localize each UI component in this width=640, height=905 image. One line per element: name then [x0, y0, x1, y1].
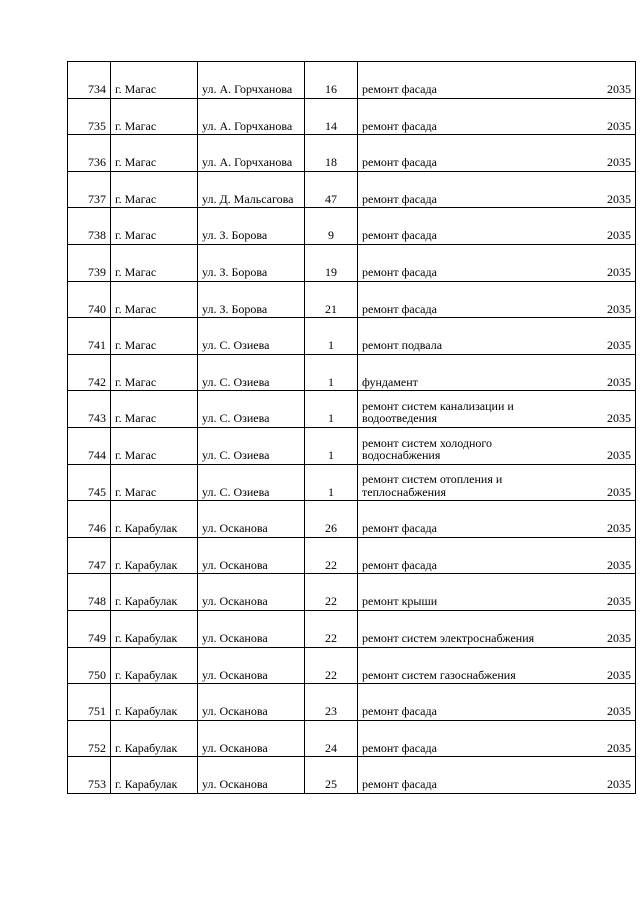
house-number-cell: 18: [305, 135, 358, 172]
work-type-cell: фундамент: [358, 354, 570, 391]
year-cell: 2035: [570, 427, 636, 464]
city-cell: г. Магас: [111, 62, 198, 99]
work-type-cell: ремонт фасада: [358, 281, 570, 318]
street-cell: ул. Осканова: [198, 647, 305, 684]
table-row: [68, 98, 636, 135]
house-number-cell: 22: [305, 610, 358, 647]
work-type-cell: ремонт фасада: [358, 757, 570, 794]
city-cell: г. Карабулак: [111, 610, 198, 647]
house-number-cell: 14: [305, 98, 358, 135]
row-number-cell: 748: [68, 574, 111, 611]
table-row: [68, 720, 636, 757]
year-cell: 2035: [570, 98, 636, 135]
row-number-cell: 742: [68, 354, 111, 391]
work-type-cell: ремонт фасада: [358, 501, 570, 538]
row-number-cell: 734: [68, 62, 111, 99]
city-cell: г. Карабулак: [111, 720, 198, 757]
row-number-cell: 749: [68, 610, 111, 647]
city-cell: г. Магас: [111, 354, 198, 391]
table-row: [68, 501, 636, 538]
row-number-cell: 739: [68, 244, 111, 281]
row-number-cell: 735: [68, 98, 111, 135]
city-cell: г. Карабулак: [111, 501, 198, 538]
row-number-cell: 740: [68, 281, 111, 318]
city-cell: г. Карабулак: [111, 647, 198, 684]
house-number-cell: 16: [305, 62, 358, 99]
work-type-cell: ремонт фасада: [358, 62, 570, 99]
house-number-cell: 1: [305, 464, 358, 501]
city-cell: г. Магас: [111, 171, 198, 208]
house-number-cell: 25: [305, 757, 358, 794]
row-number-cell: 744: [68, 427, 111, 464]
table-row: [68, 135, 636, 172]
year-cell: 2035: [570, 720, 636, 757]
table-row: [68, 757, 636, 794]
city-cell: г. Магас: [111, 208, 198, 245]
house-number-cell: 23: [305, 684, 358, 721]
house-number-cell: 19: [305, 244, 358, 281]
work-type-cell: ремонт фасада: [358, 244, 570, 281]
row-number-cell: 737: [68, 171, 111, 208]
table-row: [68, 171, 636, 208]
street-cell: ул. С. Озиева: [198, 464, 305, 501]
work-type-cell: ремонт подвала: [358, 318, 570, 355]
street-cell: ул. З. Борова: [198, 244, 305, 281]
table-row: [68, 574, 636, 611]
house-number-cell: 9: [305, 208, 358, 245]
street-cell: ул. Осканова: [198, 501, 305, 538]
city-cell: г. Магас: [111, 464, 198, 501]
city-cell: г. Карабулак: [111, 574, 198, 611]
work-type-cell: ремонт крыши: [358, 574, 570, 611]
table-row: [68, 610, 636, 647]
table-row: [68, 244, 636, 281]
year-cell: 2035: [570, 574, 636, 611]
street-cell: ул. Д. Мальсагова: [198, 171, 305, 208]
year-cell: 2035: [570, 135, 636, 172]
city-cell: г. Карабулак: [111, 757, 198, 794]
house-number-cell: 1: [305, 354, 358, 391]
house-number-cell: 47: [305, 171, 358, 208]
row-number-cell: 747: [68, 537, 111, 574]
year-cell: 2035: [570, 354, 636, 391]
table-row: [68, 427, 636, 464]
row-number-cell: 741: [68, 318, 111, 355]
house-number-cell: 1: [305, 427, 358, 464]
table-row: [68, 62, 636, 99]
row-number-cell: 745: [68, 464, 111, 501]
house-number-cell: 22: [305, 537, 358, 574]
house-number-cell: 22: [305, 647, 358, 684]
year-cell: 2035: [570, 62, 636, 99]
street-cell: ул. С. Озиева: [198, 391, 305, 428]
house-number-cell: 24: [305, 720, 358, 757]
house-number-cell: 1: [305, 318, 358, 355]
table-row: [68, 281, 636, 318]
city-cell: г. Магас: [111, 318, 198, 355]
year-cell: 2035: [570, 757, 636, 794]
year-cell: 2035: [570, 244, 636, 281]
city-cell: г. Магас: [111, 391, 198, 428]
work-type-cell: ремонт систем электроснабжения: [358, 610, 570, 647]
work-type-cell: ремонт систем холодного водоснабжения: [358, 427, 570, 464]
row-number-cell: 750: [68, 647, 111, 684]
table-body: [68, 62, 636, 794]
table-row: [68, 208, 636, 245]
table-row: [68, 464, 636, 501]
year-cell: 2035: [570, 501, 636, 538]
street-cell: ул. Осканова: [198, 574, 305, 611]
house-number-cell: 26: [305, 501, 358, 538]
work-type-cell: ремонт фасада: [358, 208, 570, 245]
street-cell: ул. А. Горчханова: [198, 98, 305, 135]
house-number-cell: 1: [305, 391, 358, 428]
repair-schedule-table: [67, 61, 636, 794]
year-cell: 2035: [570, 537, 636, 574]
table-row: [68, 537, 636, 574]
street-cell: ул. З. Борова: [198, 208, 305, 245]
street-cell: ул. А. Горчханова: [198, 135, 305, 172]
work-type-cell: ремонт фасада: [358, 98, 570, 135]
city-cell: г. Карабулак: [111, 684, 198, 721]
table-row: [68, 647, 636, 684]
year-cell: 2035: [570, 684, 636, 721]
work-type-cell: ремонт фасада: [358, 171, 570, 208]
table-row: [68, 684, 636, 721]
year-cell: 2035: [570, 208, 636, 245]
table-row: [68, 318, 636, 355]
street-cell: ул. Осканова: [198, 757, 305, 794]
year-cell: 2035: [570, 318, 636, 355]
street-cell: ул. Осканова: [198, 610, 305, 647]
year-cell: 2035: [570, 391, 636, 428]
table-row: [68, 391, 636, 428]
street-cell: ул. Осканова: [198, 537, 305, 574]
year-cell: 2035: [570, 647, 636, 684]
row-number-cell: 751: [68, 684, 111, 721]
city-cell: г. Магас: [111, 427, 198, 464]
street-cell: ул. А. Горчханова: [198, 62, 305, 99]
street-cell: ул. С. Озиева: [198, 427, 305, 464]
street-cell: ул. З. Борова: [198, 281, 305, 318]
table-row: [68, 354, 636, 391]
city-cell: г. Магас: [111, 281, 198, 318]
year-cell: 2035: [570, 171, 636, 208]
work-type-cell: ремонт фасада: [358, 720, 570, 757]
street-cell: ул. Осканова: [198, 720, 305, 757]
city-cell: г. Карабулак: [111, 537, 198, 574]
row-number-cell: 753: [68, 757, 111, 794]
work-type-cell: ремонт систем газоснабжения: [358, 647, 570, 684]
year-cell: 2035: [570, 281, 636, 318]
city-cell: г. Магас: [111, 98, 198, 135]
year-cell: 2035: [570, 610, 636, 647]
work-type-cell: ремонт фасада: [358, 537, 570, 574]
street-cell: ул. Осканова: [198, 684, 305, 721]
row-number-cell: 743: [68, 391, 111, 428]
work-type-cell: ремонт фасада: [358, 684, 570, 721]
house-number-cell: 21: [305, 281, 358, 318]
work-type-cell: ремонт систем отопления и теплоснабжения: [358, 464, 570, 501]
work-type-cell: ремонт фасада: [358, 135, 570, 172]
house-number-cell: 22: [305, 574, 358, 611]
row-number-cell: 746: [68, 501, 111, 538]
row-number-cell: 752: [68, 720, 111, 757]
row-number-cell: 736: [68, 135, 111, 172]
street-cell: ул. С. Озиева: [198, 354, 305, 391]
city-cell: г. Магас: [111, 135, 198, 172]
street-cell: ул. С. Озиева: [198, 318, 305, 355]
work-type-cell: ремонт систем канализации и водоотведения: [358, 391, 570, 428]
city-cell: г. Магас: [111, 244, 198, 281]
row-number-cell: 738: [68, 208, 111, 245]
year-cell: 2035: [570, 464, 636, 501]
